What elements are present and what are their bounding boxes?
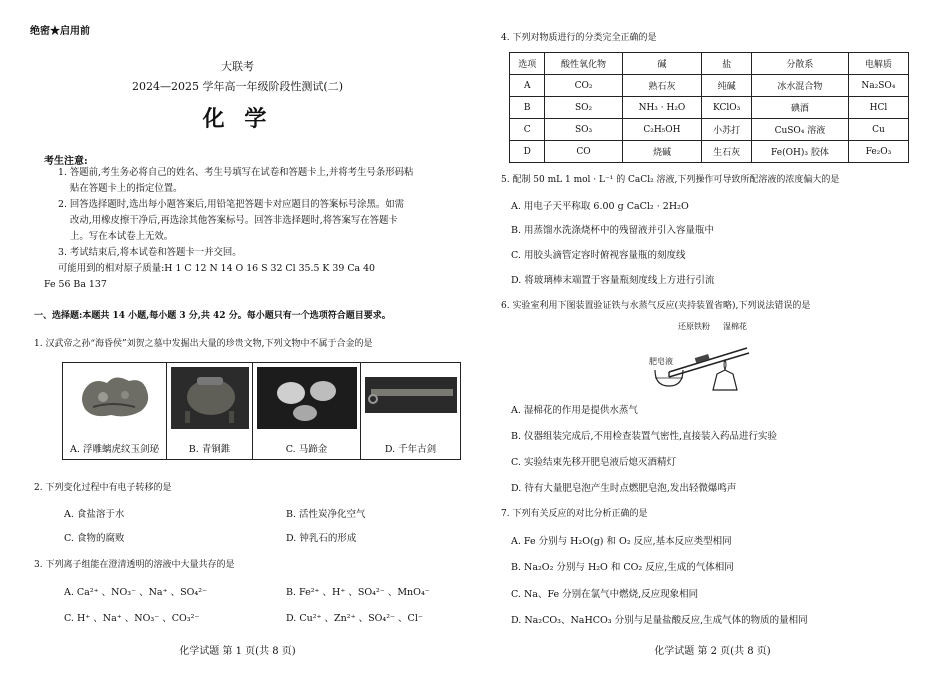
- question-4: 4. 下列对物质进行的分类完全正确的是: [501, 33, 657, 43]
- option-b: B. 仪器组装完成后,不用检查装置气密性,直接装入药品进行实验: [511, 431, 778, 442]
- table-cell: Fe₂O₃: [848, 141, 908, 163]
- artifact-d-cell: [361, 363, 460, 459]
- artifact-caption: D. 千年古剑: [384, 444, 437, 455]
- table-cell: HCl: [848, 97, 908, 119]
- notice-line: 改动,用橡皮擦干净后,再选涂其他答案标号。回答非选择题时,将答案写在答题卡: [70, 215, 398, 226]
- table-cell: KClO₃: [702, 97, 752, 119]
- table-header: 盐: [702, 53, 752, 75]
- table-header: 电解质: [848, 53, 908, 75]
- option-b: B. Na₂O₂ 分别与 H₂O 和 CO₂ 反应,生成的气体相同: [511, 562, 734, 573]
- option-c: C. 食物的腐败: [64, 533, 125, 544]
- option-c: C. H⁺ 、Na⁺ 、NO₃⁻ 、CO₃²⁻: [64, 613, 200, 624]
- option-c: C. 实验结束先移开肥皂液后熄灭酒精灯: [511, 457, 676, 468]
- table-row: [510, 97, 909, 119]
- jade-artifact-image: [63, 363, 167, 433]
- question-6: 6. 实验室利用下图装置验证铁与水蒸气反应(夹持装置省略),下列说法错误的是: [501, 301, 811, 311]
- table-header-row: [510, 53, 909, 75]
- table-cell: 小苏打: [702, 119, 752, 141]
- option-a: A. 用电子天平称取 6.00 g CaCl₂ · 2H₂O: [511, 201, 689, 212]
- table-cell: Na₂SO₄: [848, 75, 908, 97]
- artifact-c-cell: [253, 363, 361, 459]
- notice-line: 上。写在本试卷上无效。: [70, 231, 174, 242]
- artifact-b-cell: [167, 363, 253, 459]
- option-d: D. Na₂CO₃、NaHCO₃ 分别与足量盐酸反应,生成气体的物质的量相同: [511, 615, 808, 626]
- table-header: 酸性氧化物: [545, 53, 622, 75]
- table-cell: C₂H₅OH: [622, 119, 702, 141]
- bronze-vessel-image: [167, 363, 253, 433]
- atomic-mass-line: Fe 56 Ba 137: [44, 279, 107, 290]
- table-cell: SO₃: [545, 119, 622, 141]
- ancient-sword-image: [361, 363, 460, 433]
- table-cell: 碘酒: [752, 97, 849, 119]
- table-cell: CO: [545, 141, 622, 163]
- question-7: 7. 下列有关反应的对比分析正确的是: [501, 509, 648, 519]
- table-row: [510, 141, 909, 163]
- table-cell: 生石灰: [702, 141, 752, 163]
- option-d: D. Cu²⁺ 、Zn²⁺ 、SO₄²⁻ 、Cl⁻: [286, 613, 423, 624]
- option-a: A. Fe 分别与 H₂O(g) 和 O₂ 反应,基本反应类型相同: [511, 536, 732, 547]
- option-d: D. 待有大量肥皂泡产生时点燃肥皂泡,发出轻微爆鸣声: [511, 483, 737, 494]
- table-cell: CO₂: [545, 75, 622, 97]
- notice-line: 3. 考试结束后,将本试卷和答题卡一并交回。: [58, 247, 242, 258]
- table-row: [510, 75, 909, 97]
- table-cell: B: [510, 97, 545, 119]
- classification-table: [509, 52, 909, 163]
- table-cell: C: [510, 119, 545, 141]
- table-cell: CuSO₄ 溶液: [752, 119, 849, 141]
- question-2: 2. 下列变化过程中有电子转移的是: [34, 483, 172, 493]
- label-wet-cotton: 湿棉花: [723, 322, 747, 331]
- table-header: 碱: [622, 53, 702, 75]
- artifact-caption: A. 浮雕螭虎纹玉剑珌: [70, 444, 159, 455]
- iron-steam-apparatus: [651, 316, 771, 392]
- option-d: D. 将玻璃棒末端置于容量瓶刻度线上方进行引流: [511, 275, 715, 286]
- question-3: 3. 下列离子组能在澄清透明的溶液中大量共存的是: [34, 560, 235, 570]
- question-5: 5. 配制 50 mL 1 mol · L⁻¹ 的 CaCl₂ 溶液,下列操作可导致所配溶液的浓度偏大的是: [501, 175, 840, 185]
- option-b: B. 活性炭净化空气: [286, 509, 366, 520]
- exam-org: 大联考: [221, 60, 254, 73]
- secret-mark: 绝密★启用前: [30, 26, 90, 37]
- option-c: C. 用胶头滴管定容时俯视容量瓶的刻度线: [511, 250, 686, 261]
- option-a: A. 食盐溶于水: [64, 509, 125, 520]
- table-cell: NH₃ · H₂O: [622, 97, 702, 119]
- atomic-mass-line: 可能用到的相对原子质量:H 1 C 12 N 14 O 16 S 32 Cl 35.5 K 39 Ca 40: [58, 263, 375, 274]
- table-cell: 冰水混合物: [752, 75, 849, 97]
- table-cell: A: [510, 75, 545, 97]
- option-b: B. Fe²⁺ 、H⁺ 、SO₄²⁻ 、MnO₄⁻: [286, 587, 430, 598]
- table-header: 选项: [510, 53, 545, 75]
- option-a: A. Ca²⁺ 、NO₃⁻ 、Na⁺ 、SO₄²⁻: [64, 587, 208, 598]
- option-c: C. Na、Fe 分别在氯气中燃烧,反应现象相同: [511, 589, 699, 600]
- artifact-caption: C. 马蹄金: [285, 444, 328, 455]
- gold-ingot-image: [253, 363, 361, 433]
- option-b: B. 用蒸馏水洗涤烧杯中的残留液并引入容量瓶中: [511, 225, 715, 236]
- exam-title: 2024—2025 学年高一年级阶段性测试(二): [131, 80, 344, 93]
- notice-line: 贴在答题卡上的指定位置。: [70, 183, 183, 194]
- artifact-caption: B. 青铜錐: [188, 444, 231, 455]
- table-cell: Fe(OH)₃ 胶体: [752, 141, 849, 163]
- question-1: 1. 汉武帝之孙“海昏侯”刘贺之墓中发掘出大量的珍贵文物,下列文物中不属于合金的是: [34, 339, 373, 349]
- artifact-image-row: [62, 362, 461, 460]
- subject-title: 化 学: [202, 106, 273, 132]
- page-footer: 化学试题 第 1 页(共 8 页): [179, 646, 296, 657]
- right-page: [475, 0, 950, 673]
- option-d: D. 钟乳石的形成: [286, 533, 357, 544]
- section-heading: 一、选择题:本题共 14 小题,每小题 3 分,共 42 分。每小题只有一个选项符合题目要求。: [34, 311, 391, 321]
- label-soap-solution: 肥皂液: [649, 357, 673, 366]
- table-cell: 纯碱: [702, 75, 752, 97]
- table-cell: D: [510, 141, 545, 163]
- page-footer: 化学试题 第 2 页(共 8 页): [654, 646, 771, 657]
- option-a: A. 湿棉花的作用是提供水蒸气: [511, 405, 638, 416]
- table-cell: Cu: [848, 119, 908, 141]
- table-cell: 熟石灰: [622, 75, 702, 97]
- table-row: [510, 119, 909, 141]
- table-header: 分散系: [752, 53, 849, 75]
- notice-title: 考生注意:: [44, 156, 88, 167]
- artifact-a-cell: [63, 363, 167, 459]
- label-iron-powder: 还原铁粉: [678, 322, 710, 331]
- notice-line: 2. 回答选择题时,选出每小题答案后,用铅笔把答题卡对应题目的答案标号涂黑。如需: [58, 199, 405, 210]
- notice-line: 1. 答题前,考生务必将自己的姓名、考生号填写在试卷和答题卡上,并将考生号条形码粘: [58, 167, 414, 178]
- table-cell: 烧碱: [622, 141, 702, 163]
- table-cell: SO₂: [545, 97, 622, 119]
- apparatus-drawing: [651, 316, 771, 392]
